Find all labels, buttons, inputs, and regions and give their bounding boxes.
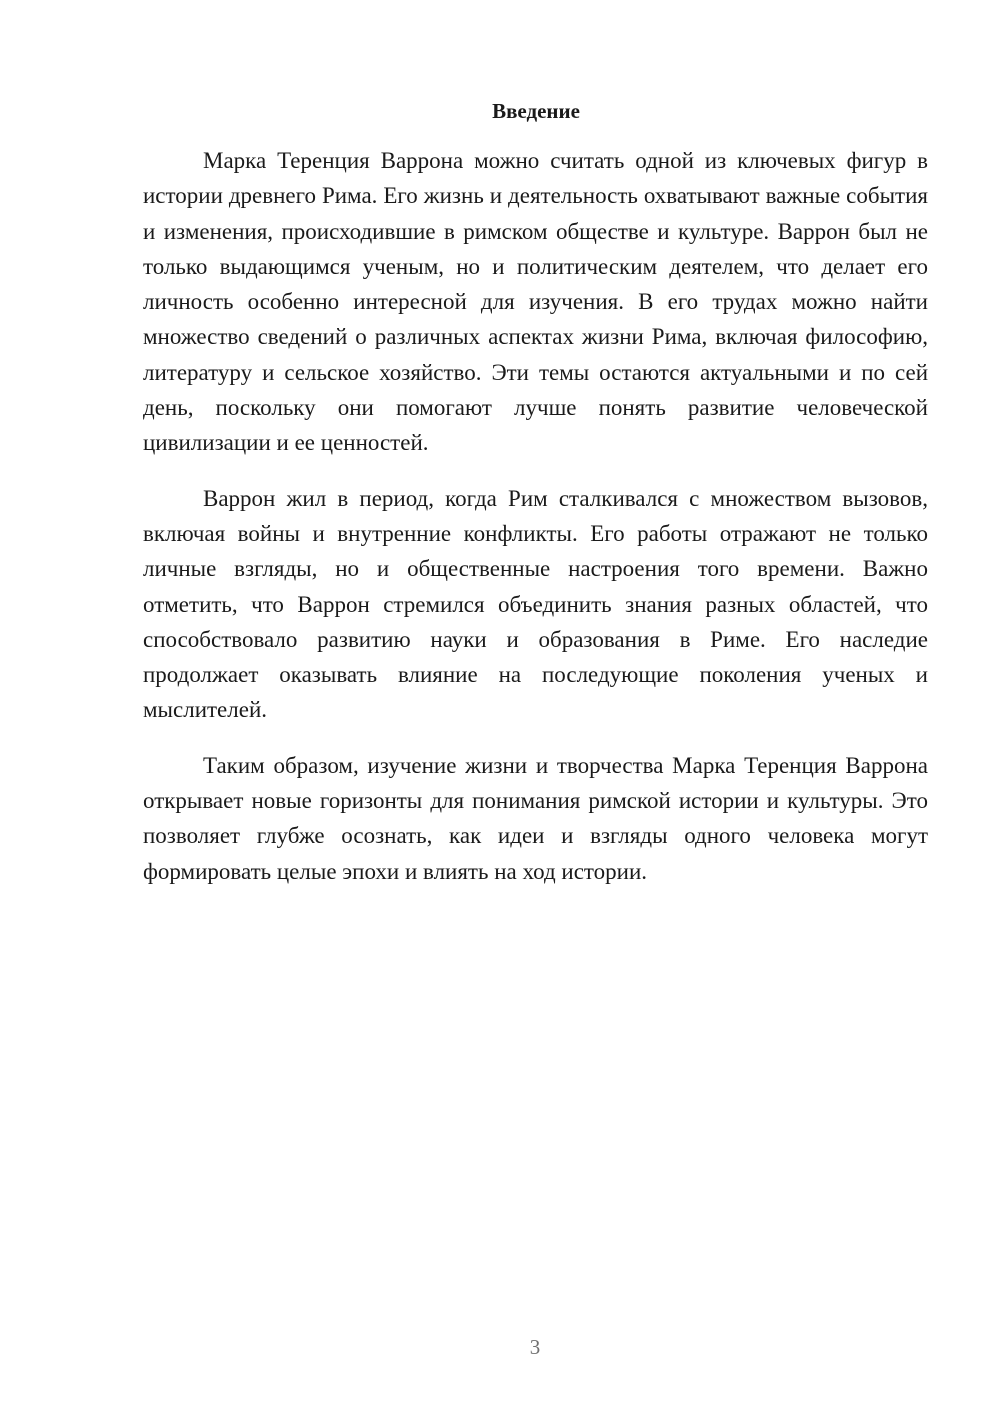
paragraph-3: Таким образом, изучение жизни и творчества Марка Теренция Варрона открывает новые горизонты для понимания римской истории и культуры. Это позволяет глубже осознать, как идеи и взгляды одного человека могут формировать целые эпохи и влиять на ход истории. <box>143 752 928 884</box>
page-title: Введение <box>492 99 580 123</box>
paragraph-2: Варрон жил в период, когда Рим сталкивался с множеством вызовов, включая войны и внутренние конфликты. Его работы отражают не только личные взгляды, но и общественные настроения того времени. Важно отметить, что Варрон стремился объединить знания разных областей, что способствовало развитию науки и образования в Риме. Его наследие продолжает оказывать влияние на последующие поколения ученых и мыслителей. <box>143 485 928 723</box>
page-number: 3 <box>529 1335 541 1359</box>
paragraph-1: Марка Теренция Варрона можно считать одной из ключевых фигур в истории древнего Рима. Его жизнь и деятельность охватывают важные события и изменения, происходившие в римском обществе и культуре. Варрон был не только выдающимся ученым, но и политическим деятелем, что делает его личность особенно интересной для изучения. В его трудах можно найти множество сведений о различных аспектах жизни Рима, включая философию, литературу и сельское хозяйство. Эти темы остаются актуальными и по сей день, поскольку они помогают лучше понять развитие человеческой цивилизации и ее ценностей. <box>143 148 928 456</box>
document-body <box>143 143 928 889</box>
